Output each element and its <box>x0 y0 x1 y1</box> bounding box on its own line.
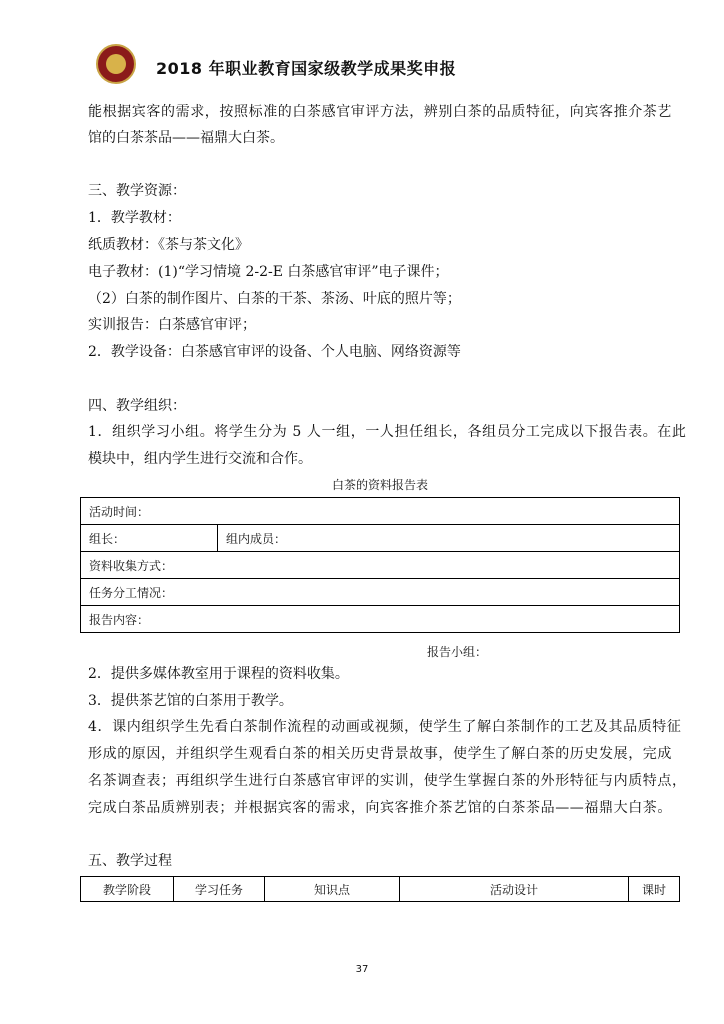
section3-line: 2．教学设备：白茶感官审评的设备、个人电脑、网络资源等 <box>88 344 461 360</box>
report-signature: 报告小组： <box>427 645 488 659</box>
section4-line: 1．组织学习小组。将学生分为 5 人一组，一人担任组长，各组员分工完成以下报告表。在此 <box>88 424 687 440</box>
section3-line: （2）白茶的制作图片、白茶的干茶、茶汤、叶底的照片等； <box>88 291 461 307</box>
section5-heading: 五、教学过程 <box>88 853 172 869</box>
section4-heading: 四、教学组织： <box>88 398 186 414</box>
header-title: 2018 年职业教育国家级教学成果奖申报 <box>156 59 457 78</box>
after-line: 3．提供茶艺馆的白茶用于教学。 <box>88 693 293 709</box>
intro-line-1: 能根据宾客的需求，按照标准的白茶感官审评方法，辨别白茶的品质特征，向宾客推介茶艺 <box>88 104 672 120</box>
leader-cell: 组长： <box>81 525 218 552</box>
process-col-task: 学习任务 <box>174 877 265 902</box>
division-cell: 任务分工情况： <box>81 579 680 606</box>
process-col-hours: 课时 <box>629 877 680 902</box>
section3-heading: 三、教学资源： <box>88 183 186 199</box>
process-table <box>80 876 680 902</box>
school-logo-icon <box>96 44 136 84</box>
section3-line: 纸质教材：《茶与茶文化》 <box>88 237 249 253</box>
section3-line: 实训报告：白茶感官审评； <box>88 317 256 333</box>
intro-line-2: 馆的白茶茶品——福鼎大白茶。 <box>88 130 284 146</box>
members-cell: 组内成员： <box>218 525 680 552</box>
process-col-knowledge: 知识点 <box>265 877 400 902</box>
after-line: 4．课内组织学生先看白茶制作流程的动画或视频，使学生了解白茶制作的工艺及其品质特征 <box>88 719 682 735</box>
content-cell: 报告内容： <box>81 606 680 633</box>
after-line: 形成的原因，并组织学生观看白茶的相关历史背景故事，使学生了解白茶的历史发展，完成 <box>88 746 672 762</box>
section3-line: 1．教学教材： <box>88 210 181 226</box>
section3-line: 电子教材：(1)“学习情境 2-2-E 白茶感官审评”电子课件； <box>88 264 449 280</box>
report-table-caption: 白茶的资料报告表 <box>331 478 428 492</box>
after-line: 完成白茶品质辨别表；并根据宾客的需求，向宾客推介茶艺馆的白茶茶品——福鼎大白茶。 <box>88 800 672 816</box>
section4-line: 模块中，组内学生进行交流和合作。 <box>88 451 312 467</box>
after-line: 2．提供多媒体教室用于课程的资料收集。 <box>88 666 349 682</box>
collect-method-cell: 资料收集方式： <box>81 552 680 579</box>
page-header <box>88 38 688 98</box>
after-line: 名茶调查表；再组织学生进行白茶感官审评的实训，使学生掌握白茶的外形特征与内质特点， <box>88 773 687 789</box>
process-col-stage: 教学阶段 <box>81 877 174 902</box>
process-col-activity: 活动设计 <box>400 877 629 902</box>
activity-time-cell: 活动时间： <box>81 498 680 525</box>
report-table <box>80 497 680 633</box>
page-number: 37 <box>355 964 369 975</box>
